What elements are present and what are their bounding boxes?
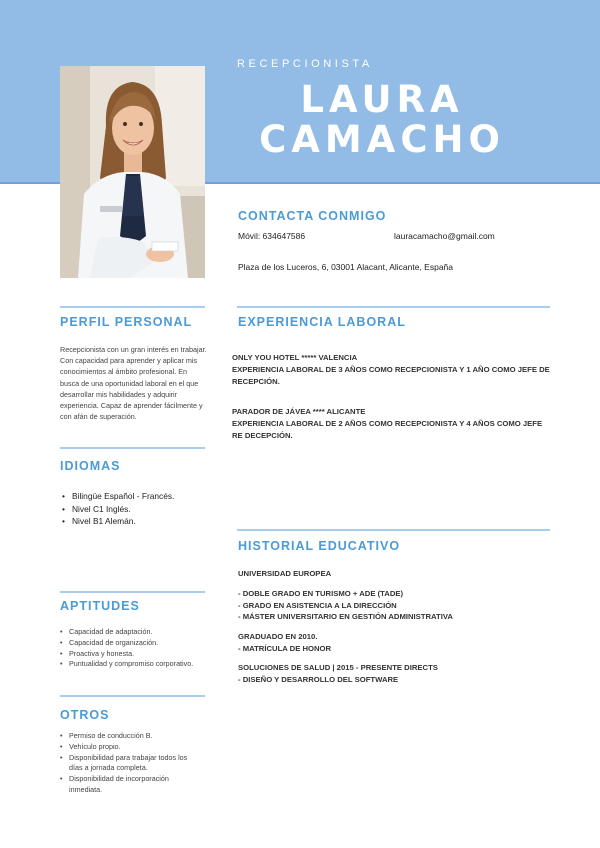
skills-list (60, 627, 210, 670)
list-item: • Nivel B1 Alemán. (62, 515, 212, 528)
education-heading: HISTORIAL EDUCATIVO (238, 539, 401, 553)
profile-heading: PERFIL PERSONAL (60, 315, 193, 329)
profile-divider (60, 306, 205, 308)
degree-item: - DOBLE GRADO EN TURISMO + ADE (TADE) (238, 589, 404, 598)
experience-title: PARADOR DE JÁVEA **** ALICANTE (232, 407, 366, 416)
others-list (60, 731, 202, 796)
experience-description: EXPERIENCIA LABORAL DE 2 AÑOS COMO RECEPCIONISTA Y 4 AÑOS COMO JEFE RE DECEPCIÓN. (232, 419, 543, 440)
languages-heading: IDIOMAS (60, 459, 121, 473)
education-job (238, 662, 558, 685)
list-item: • Disponibilidad de incorporación inmediata. (60, 774, 202, 796)
contact-phone[interactable]: Móvil: 634647586 (238, 231, 306, 241)
experience-entry (232, 406, 552, 442)
contact-address: Plaza de los Luceros, 6, 03001 Alacant, Alicante, España (238, 262, 454, 272)
education-divider (237, 529, 550, 531)
education-degrees (238, 588, 558, 623)
contact-email[interactable]: lauracamacho@gmail.com (394, 231, 495, 241)
experience-entry (232, 352, 552, 388)
job-title: RECEPCIONISTA (237, 58, 373, 70)
profile-text: Recepcionista con un gran interés en trabajar. Con capacidad para aprender y aplicar mis conocimientos al ámbito profesional. En busca de una oportunidad laboral en el que desarrollar mis habilidades y adquirir experiencia. Capaz de aprender fácilmente y con afán de superación. (60, 345, 207, 422)
contact-heading: CONTACTA CONMIGO (238, 209, 387, 223)
list-item: • Capacidad de adaptación. (60, 627, 210, 638)
others-heading: OTROS (60, 708, 110, 722)
experience-heading: EXPERIENCIA LABORAL (238, 315, 406, 329)
skills-heading: APTITUDES (60, 599, 140, 613)
others-divider (60, 695, 205, 697)
experience-description: EXPERIENCIA LABORAL DE 3 AÑOS COMO RECEPCIONISTA Y 1 AÑO COMO JEFE DE RECEPCIÓN. (232, 365, 550, 386)
list-item: • Puntualidad y compromiso corporativo. (60, 659, 210, 670)
job-line: SOLUCIONES DE SALUD | 2015 - PRESENTE DIRECTS (238, 663, 438, 672)
graduation-honor: - MATRÍCULA DE HONOR (238, 643, 332, 653)
candidate-name (237, 80, 527, 160)
list-item: • Capacidad de organización. (60, 638, 210, 649)
name-last: CAMACHO (259, 118, 505, 161)
list-item: • Bilingüe Español - Francés. (62, 490, 212, 503)
portrait-illustration (60, 66, 205, 278)
degree-item: - MÁSTER UNIVERSITARIO EN GESTIÓN ADMINISTRATIVA (238, 612, 453, 621)
profile-photo (60, 66, 205, 278)
list-item: • Vehículo propio. (60, 742, 202, 753)
languages-divider (60, 447, 205, 449)
list-item: • Nivel C1 Inglés. (62, 503, 212, 516)
graduation-year: GRADUADO EN 2010. (238, 632, 318, 641)
degree-item: - GRADO EN ASISTENCIA A LA DIRECCIÓN (238, 600, 397, 610)
education-university: UNIVERSIDAD EUROPEA (238, 569, 332, 578)
list-item: • Disponibilidad para trabajar todos los días a jornada completa. (60, 753, 202, 775)
education-graduation (238, 631, 558, 654)
name-first: LAURA (300, 78, 464, 121)
list-item: • Permiso de conducción B. (60, 731, 202, 742)
skills-divider (60, 591, 205, 593)
experience-divider (237, 306, 550, 308)
job-detail: - DISEÑO Y DESARROLLO DEL SOFTWARE (238, 674, 399, 684)
list-item: • Proactiva y honesta. (60, 649, 210, 660)
languages-list (62, 490, 212, 528)
experience-title: ONLY YOU HOTEL ***** VALENCIA (232, 353, 358, 362)
